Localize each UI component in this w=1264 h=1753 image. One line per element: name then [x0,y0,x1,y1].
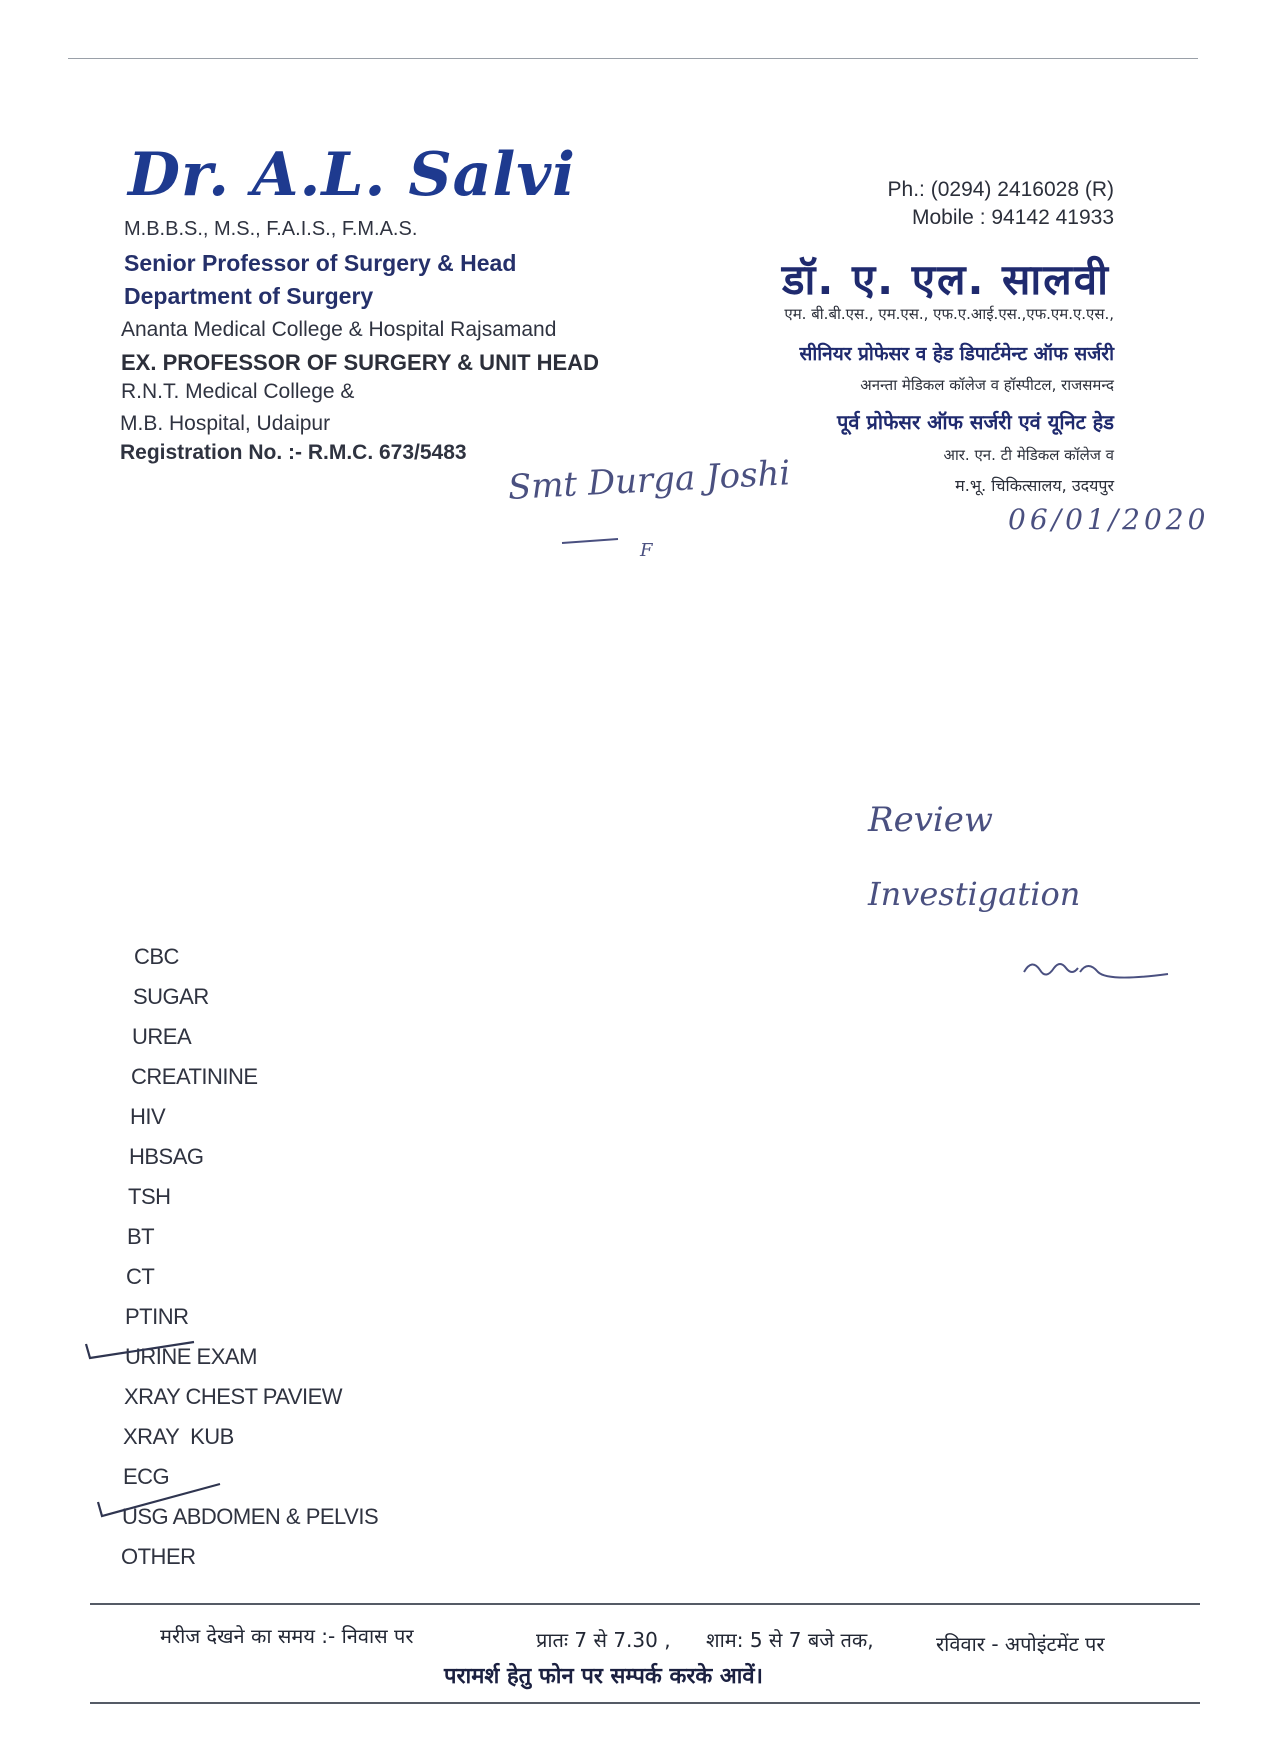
test-item-ptinr: PTINR [125,1304,189,1329]
test-item-xray-kub: XRAY KUB [123,1424,234,1449]
ex-college-hindi-1: आर. एन. टी मेडिकल कॉलेज व [943,446,1114,464]
degrees-hindi: एम. बी.बी.एस., एम.एस., एफ.ए.आई.एस.,एफ.एम.ए.एस., [784,305,1114,323]
handwritten-scribble [1020,950,1180,990]
ex-title: EX. PROFESSOR OF SURGERY & UNIT HEAD [121,350,599,375]
test-item-cbc: CBC [134,944,179,969]
ex-college-1: R.N.T. Medical College & [121,380,355,403]
test-item-bt: BT [127,1224,155,1249]
top-rule [68,58,1198,59]
handwritten-patient-name: Smt Durga Joshi [506,453,792,508]
footer-note: परामर्श हेतु फोन पर सम्पर्क करके आवें। [444,1664,763,1689]
test-item-tsh: TSH [128,1184,171,1209]
footer-bottom-rule [90,1702,1200,1704]
test-item-creatinine: CREATININE [131,1064,258,1089]
test-item-hbsag: HBSAG [129,1144,204,1169]
footer-timing-label: मरीज देखने का समय :- निवास पर [160,1624,414,1648]
test-item-urine-exam: URINE EXAM [125,1344,257,1369]
footer-timing-evening: शाम: 5 से 7 बजे तक, [706,1628,874,1652]
ex-college-2: M.B. Hospital, Udaipur [120,412,331,435]
test-item-ecg: ECG [123,1464,170,1489]
test-item-sugar: SUGAR [133,984,209,1009]
footer-top-rule [90,1603,1200,1605]
college-hindi: अनन्ता मेडिकल कॉलेज व हॉस्पीटल, राजसमन्द [860,376,1114,394]
doctor-name: Dr. A.L. Salvi [128,140,576,210]
college: Ananta Medical College & Hospital Rajsamand [121,318,557,341]
footer-sunday: रविवार - अपोइंटमेंट पर [936,1632,1105,1656]
test-item-ct: CT [126,1264,155,1289]
handwritten-review: Review [868,800,994,840]
tick-mark-usg [96,1480,226,1526]
handwritten-date: 06/01/2020 [1008,503,1210,536]
doctor-name-hindi: डॉ. ए. एल. सालवी [782,255,1110,304]
department: Department of Surgery [124,283,374,309]
test-item-hiv: HIV [130,1104,166,1129]
phone: Ph.: (0294) 2416028 (R) [887,178,1114,201]
handwritten-sex: F [640,540,653,561]
test-item-other: OTHER [121,1544,196,1569]
degrees: M.B.B.S., M.S., F.A.I.S., F.M.A.S. [124,218,418,240]
test-item-usg: USG ABDOMEN & PELVIS [122,1504,379,1529]
registration: Registration No. :- R.M.C. 673/5483 [120,441,467,464]
test-item-urea: UREA [132,1024,192,1049]
test-item-xray-chest: XRAY CHEST PAVIEW [124,1384,343,1409]
footer-timing-morning: प्रातः 7 से 7.30 , [536,1628,671,1652]
handwritten-investigation: Investigation [868,875,1081,913]
title-hindi: सीनियर प्रोफेसर व हेड डिपार्टमेन्ट ऑफ सर्जरी [799,343,1114,365]
tick-mark-urine-exam [84,1336,204,1366]
ex-title-hindi: पूर्व प्रोफेसर ऑफ सर्जरी एवं यूनिट हेड [837,410,1114,434]
handwritten-dash [560,535,620,547]
mobile: Mobile : 94142 41933 [912,206,1114,229]
ex-college-hindi-2: म.भू. चिकित्सालय, उदयपुर [955,476,1114,495]
title: Senior Professor of Surgery & Head [124,250,517,276]
